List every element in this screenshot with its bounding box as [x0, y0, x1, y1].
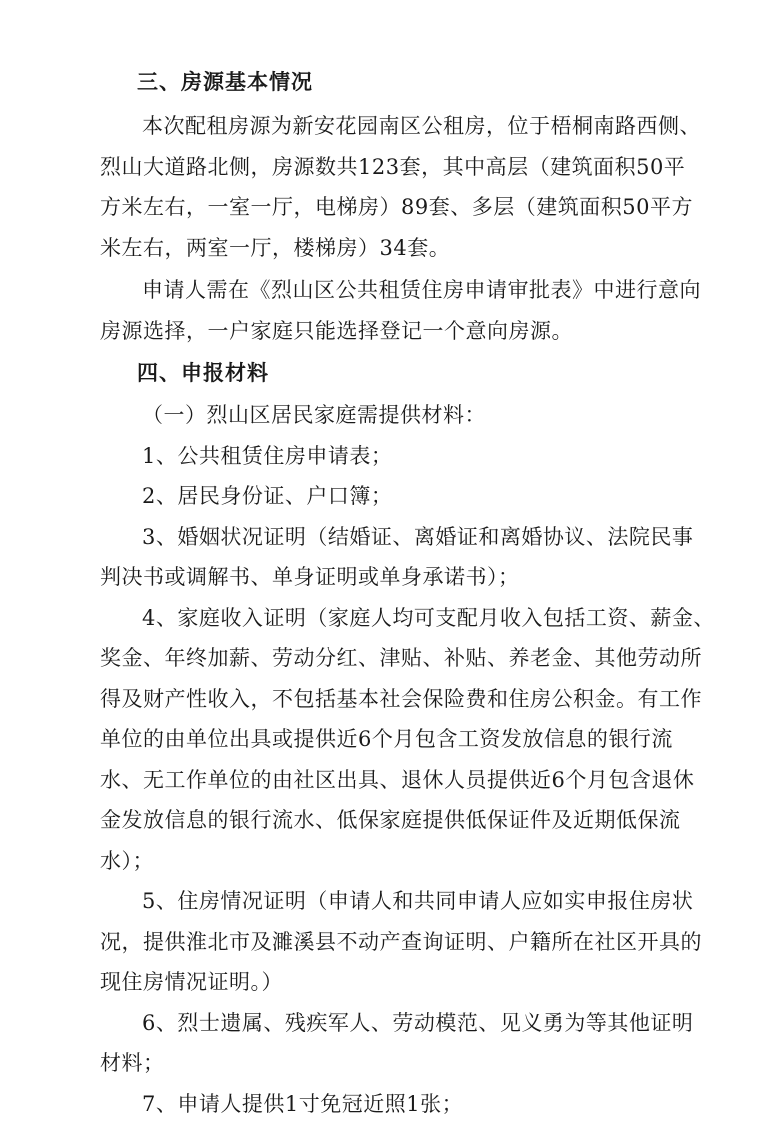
- material-item-3: [100, 517, 705, 598]
- text-line: 现住房情况证明。）: [100, 962, 705, 1003]
- text-line: 房源选择，一户家庭只能选择登记一个意向房源。: [100, 311, 705, 352]
- material-item-7: [100, 1084, 705, 1124]
- text-line: 7、申请人提供1寸免冠近照1张；: [100, 1084, 705, 1124]
- text-line: 4、家庭收入证明（家庭人均可支配月收入包括工资、薪金、: [100, 598, 705, 639]
- text-line: 金发放信息的银行流水、低保家庭提供低保证件及近期低保流: [100, 800, 705, 841]
- material-item-1: [100, 436, 705, 477]
- text-line: 得及财产性收入，不包括基本社会保险费和住房公积金。有工作: [100, 679, 705, 720]
- text-line: 烈山大道路北侧，房源数共123套，其中高层（建筑面积50平: [100, 147, 705, 188]
- section-3-paragraph-1: [100, 106, 705, 268]
- text-line: 1、公共租赁住房申请表；: [100, 436, 705, 477]
- text-line: 2、居民身份证、户口簿；: [100, 476, 705, 517]
- section-4-heading: 四、申报材料: [100, 351, 705, 395]
- text-line: 单位的由单位出具或提供近6个月包含工资发放信息的银行流: [100, 719, 705, 760]
- text-line: 5、住房情况证明（申请人和共同申请人应如实申报住房状: [100, 881, 705, 922]
- text-line: （一）烈山区居民家庭需提供材料：: [100, 395, 705, 436]
- text-line: 方米左右，一室一厅，电梯房）89套、多层（建筑面积50平方: [100, 187, 705, 228]
- subsection-1-title: [100, 395, 705, 436]
- material-item-6: [100, 1003, 705, 1084]
- material-item-5: [100, 881, 705, 1003]
- text-line: 6、烈士遗属、残疾军人、劳动模范、见义勇为等其他证明: [100, 1003, 705, 1044]
- text-line: 水、无工作单位的由社区出具、退休人员提供近6个月包含退休: [100, 760, 705, 801]
- section-3-paragraph-2: [100, 270, 705, 351]
- text-line: 米左右，两室一厅，楼梯房）34套。: [100, 228, 705, 269]
- material-item-2: [100, 476, 705, 517]
- section-3-heading: 三、房源基本情况: [100, 60, 705, 104]
- text-line: 本次配租房源为新安花园南区公租房，位于梧桐南路西侧、: [100, 106, 705, 147]
- material-item-4: [100, 598, 705, 882]
- text-line: 奖金、年终加薪、劳动分红、津贴、补贴、养老金、其他劳动所: [100, 638, 705, 679]
- text-line: 况，提供淮北市及濉溪县不动产查询证明、户籍所在社区开具的: [100, 922, 705, 963]
- text-line: 3、婚姻状况证明（结婚证、离婚证和离婚协议、法院民事: [100, 517, 705, 558]
- text-line: 水）；: [100, 841, 705, 882]
- text-line: 材料；: [100, 1043, 705, 1084]
- text-line: 判决书或调解书、单身证明或单身承诺书）；: [100, 557, 705, 598]
- text-line: 申请人需在《烈山区公共租赁住房申请审批表》中进行意向: [100, 270, 705, 311]
